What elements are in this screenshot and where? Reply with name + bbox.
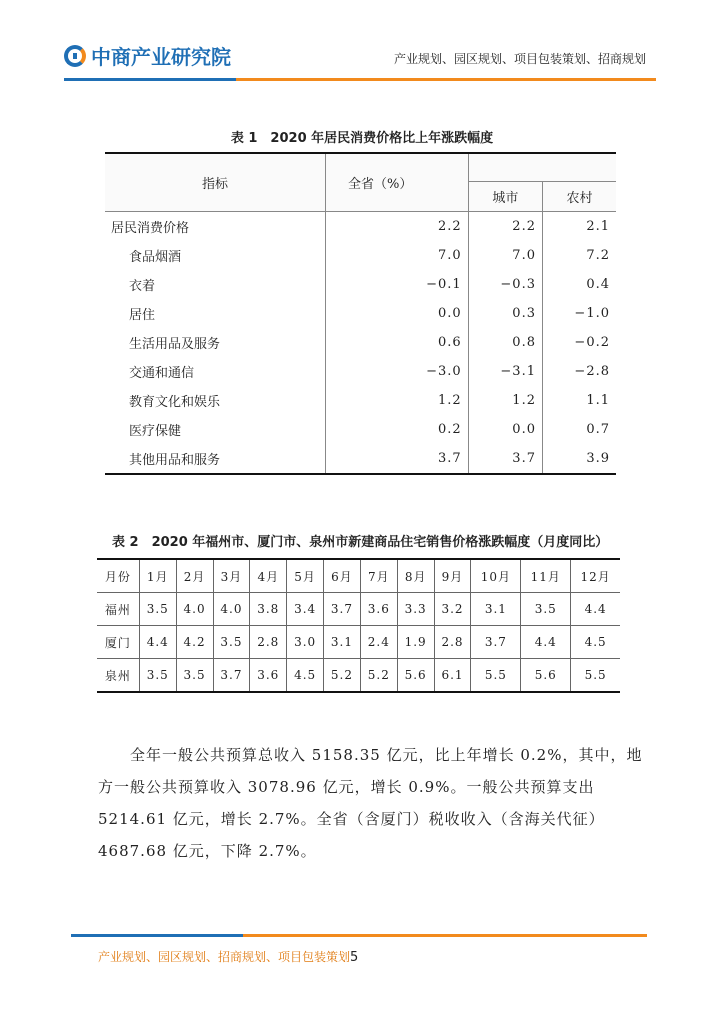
- row-label: 交通和通信: [129, 366, 195, 381]
- cell-province: 2.2: [326, 212, 469, 242]
- footer-divider-blue: [71, 934, 243, 937]
- cell-city: 1.2: [468, 386, 542, 415]
- value-cell: 4.0: [176, 593, 213, 626]
- value-cell: 2.8: [250, 626, 287, 659]
- header-divider-blue: [64, 78, 236, 81]
- cell-rural: −0.2: [542, 328, 616, 357]
- cell-city: 0.8: [468, 328, 542, 357]
- value-cell: 4.2: [176, 626, 213, 659]
- cell-city: 7.0: [468, 241, 542, 270]
- budget-paragraph: 全年一般公共预算总收入 5158.35 亿元，比上年增长 0.2%，其中，地方一般公共预算收入 3078.96 亿元，增长 0.9%。一般公共预算支出 5214.61 亿元，增长 2.7%。全省（含厦门）税收收入（含海关代征）4687.68 亿元，下降 2.7%。: [98, 746, 643, 860]
- table-row: [105, 328, 616, 357]
- value-cell: 3.3: [397, 593, 434, 626]
- value-cell: 3.8: [250, 593, 287, 626]
- cell-rural: 2.1: [542, 212, 616, 242]
- table1-title: 表 1 2020 年居民消费价格比上年涨跌幅度: [230, 131, 494, 146]
- value-cell: 3.5: [176, 659, 213, 693]
- table-row: [105, 357, 616, 386]
- cpi-table: [105, 152, 616, 475]
- cell-city: 0.0: [468, 415, 542, 444]
- row-label: 食品烟酒: [129, 250, 182, 265]
- cell-rural: 3.9: [542, 444, 616, 474]
- header-cell: 9月: [434, 559, 471, 593]
- logo-icon: [64, 45, 86, 67]
- cell-province: 7.0: [326, 241, 469, 270]
- table-row: [97, 659, 620, 693]
- value-cell: 3.4: [287, 593, 324, 626]
- value-cell: 6.1: [434, 659, 471, 693]
- logo-text: 中商产业研究院: [91, 45, 231, 69]
- cell-city: −0.3: [468, 270, 542, 299]
- cell-province: 0.2: [326, 415, 469, 444]
- value-cell: 1.9: [397, 626, 434, 659]
- value-cell: 5.5: [471, 659, 521, 693]
- value-cell: 5.5: [571, 659, 620, 693]
- footer-divider-orange: [243, 934, 647, 937]
- value-cell: 3.5: [139, 593, 176, 626]
- value-cell: 3.5: [521, 593, 571, 626]
- value-cell: 3.7: [471, 626, 521, 659]
- row-label: 生活用品及服务: [129, 337, 221, 352]
- housing-price-table: [97, 558, 620, 693]
- header-cell: 7月: [360, 559, 397, 593]
- col-header-indicator: 指标: [105, 153, 326, 212]
- cell-rural: −1.0: [542, 299, 616, 328]
- row-label: 居民消费价格: [111, 221, 190, 236]
- value-cell: 4.4: [521, 626, 571, 659]
- value-cell: 3.2: [434, 593, 471, 626]
- value-cell: 3.1: [324, 626, 361, 659]
- value-cell: 3.7: [324, 593, 361, 626]
- cell-city: 0.3: [468, 299, 542, 328]
- footer-text: 产业规划、园区规划、招商规划、项目包装策划: [98, 950, 351, 964]
- value-cell: 4.5: [287, 659, 324, 693]
- header-tagline: 产业规划、园区规划、项目包装策划、招商规划: [393, 52, 646, 66]
- value-cell: 3.7: [213, 659, 250, 693]
- table-header-row: [97, 559, 620, 593]
- row-label: 衣着: [129, 279, 156, 294]
- value-cell: 5.6: [521, 659, 571, 693]
- col-header-province: 全省（%）: [326, 153, 469, 212]
- value-cell: 3.6: [250, 659, 287, 693]
- header-cell: 月份: [97, 559, 139, 593]
- value-cell: 5.2: [324, 659, 361, 693]
- header-cell: 4月: [250, 559, 287, 593]
- table-row: [105, 386, 616, 415]
- col-header-rural: 农村: [542, 182, 616, 212]
- footer: [98, 948, 358, 965]
- header-cell: 11月: [521, 559, 571, 593]
- header-cell: 12月: [571, 559, 620, 593]
- cell-city: 2.2: [468, 212, 542, 242]
- header-cell: 1月: [139, 559, 176, 593]
- table-row: [105, 212, 616, 242]
- value-cell: 2.4: [360, 626, 397, 659]
- value-cell: 3.5: [139, 659, 176, 693]
- col-header-spacer: [468, 153, 616, 182]
- cell-province: −0.1: [326, 270, 469, 299]
- table-row: [97, 626, 620, 659]
- cell-province: −3.0: [326, 357, 469, 386]
- value-cell: 4.4: [139, 626, 176, 659]
- value-cell: 4.4: [571, 593, 620, 626]
- cell-city: 3.7: [468, 444, 542, 474]
- value-cell: 3.6: [360, 593, 397, 626]
- table-row: [105, 299, 616, 328]
- table-row: [105, 270, 616, 299]
- city-cell: 泉州: [97, 659, 139, 693]
- header-cell: 10月: [471, 559, 521, 593]
- header-cell: 6月: [324, 559, 361, 593]
- cell-rural: 0.7: [542, 415, 616, 444]
- row-label: 教育文化和娱乐: [129, 395, 221, 410]
- page-number: 5: [350, 950, 359, 965]
- cell-province: 1.2: [326, 386, 469, 415]
- value-cell: 3.0: [287, 626, 324, 659]
- city-cell: 厦门: [97, 626, 139, 659]
- cell-province: 0.6: [326, 328, 469, 357]
- row-label: 医疗保健: [129, 424, 182, 439]
- table-row: [105, 415, 616, 444]
- header-cell: 2月: [176, 559, 213, 593]
- value-cell: 5.6: [397, 659, 434, 693]
- cell-rural: 1.1: [542, 386, 616, 415]
- header-cell: 8月: [397, 559, 434, 593]
- col-header-city: 城市: [468, 182, 542, 212]
- company-logo: [64, 41, 231, 70]
- value-cell: 3.1: [471, 593, 521, 626]
- value-cell: 3.5: [213, 626, 250, 659]
- value-cell: 4.5: [571, 626, 620, 659]
- row-label: 居住: [129, 308, 156, 323]
- city-cell: 福州: [97, 593, 139, 626]
- header-cell: 5月: [287, 559, 324, 593]
- cell-city: −3.1: [468, 357, 542, 386]
- header-divider-orange: [236, 78, 656, 81]
- cell-rural: −2.8: [542, 357, 616, 386]
- table-row: [97, 593, 620, 626]
- cell-rural: 0.4: [542, 270, 616, 299]
- table-row: [105, 444, 616, 474]
- value-cell: 2.8: [434, 626, 471, 659]
- row-label: 其他用品和服务: [105, 444, 326, 474]
- value-cell: 5.2: [360, 659, 397, 693]
- header-cell: 3月: [213, 559, 250, 593]
- value-cell: 4.0: [213, 593, 250, 626]
- cell-province: 0.0: [326, 299, 469, 328]
- cell-province: 3.7: [326, 444, 469, 474]
- table-row: [105, 241, 616, 270]
- table2-title: 表 2 2020 年福州市、厦门市、泉州市新建商品住宅销售价格涨跌幅度（月度同比）: [112, 535, 609, 550]
- cell-rural: 7.2: [542, 241, 616, 270]
